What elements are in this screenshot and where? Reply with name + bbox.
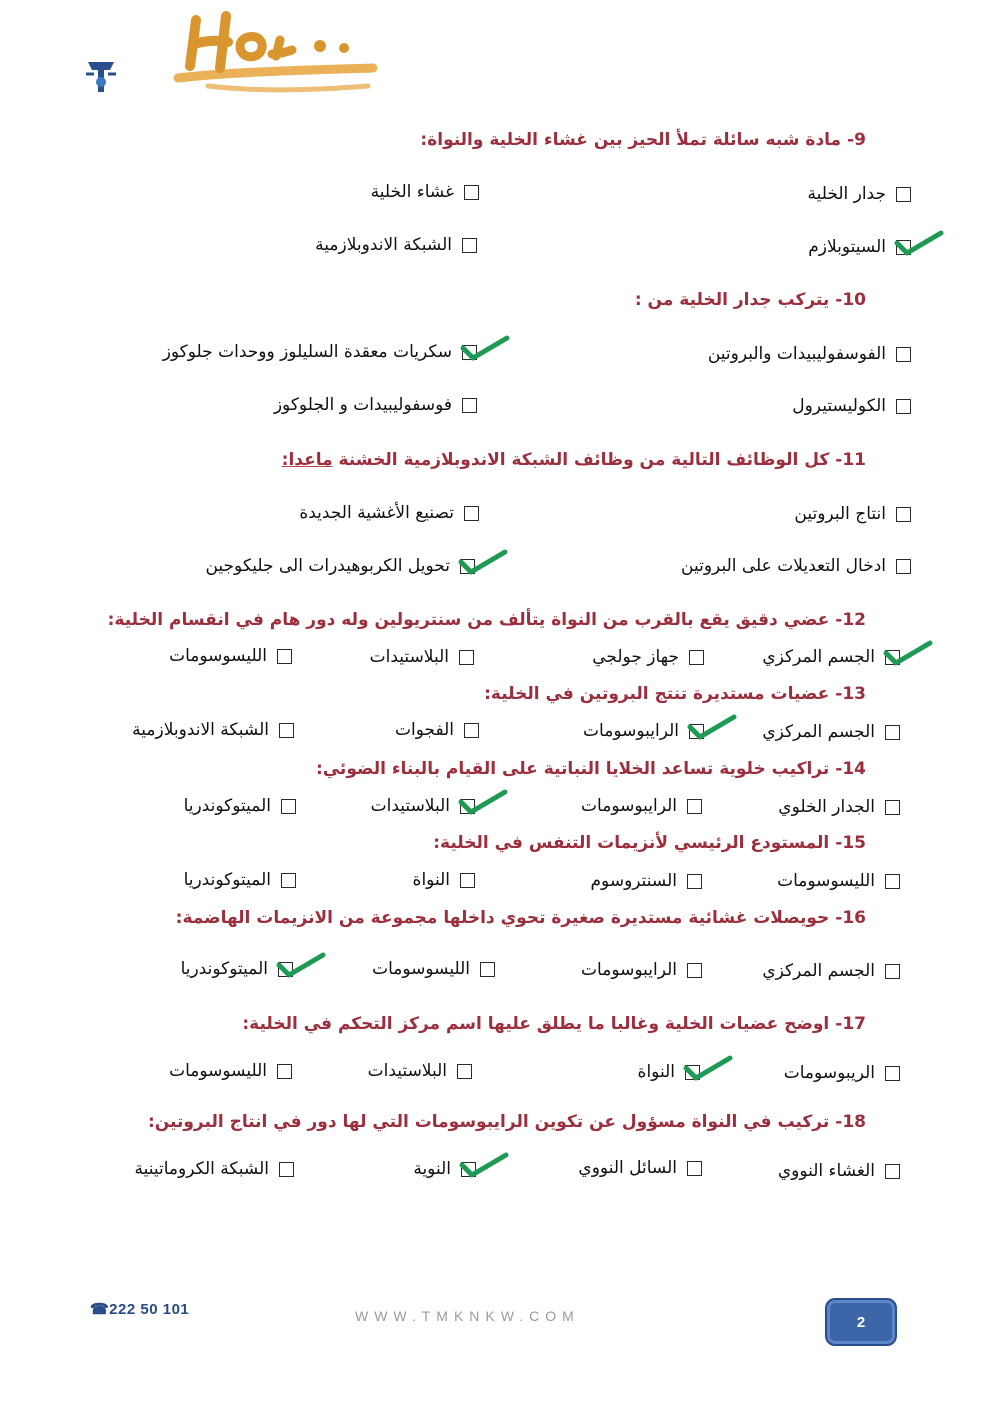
checkbox[interactable] bbox=[460, 873, 475, 888]
checkbox[interactable] bbox=[457, 1064, 472, 1079]
option[interactable]: الجدار الخلوي bbox=[778, 797, 900, 817]
option[interactable]: السائل النووي bbox=[578, 1158, 702, 1178]
checkbox[interactable] bbox=[689, 650, 704, 665]
question-16: 16-حويصلات غشائية مستديرة صغيرة تحوي داخلها مجموعة من الانزيمات الهاضمة: bbox=[175, 908, 866, 928]
checkmark-icon bbox=[457, 788, 509, 818]
option[interactable]: الليسوسومات bbox=[372, 959, 495, 979]
option[interactable]: الجسم المركزي bbox=[762, 722, 900, 742]
logo-icon bbox=[80, 52, 122, 98]
option[interactable]: البلاستيدات bbox=[368, 1061, 472, 1081]
checkbox[interactable] bbox=[896, 187, 911, 202]
checkbox[interactable] bbox=[278, 962, 293, 977]
checkbox[interactable] bbox=[885, 1164, 900, 1179]
checkbox[interactable] bbox=[885, 964, 900, 979]
option[interactable]: جدار الخلية bbox=[807, 184, 911, 204]
option[interactable]: النواة bbox=[413, 870, 475, 890]
checkbox[interactable] bbox=[279, 1162, 294, 1177]
checkmark-icon bbox=[882, 639, 934, 669]
option[interactable]: الفوسفوليبيدات والبروتين bbox=[708, 344, 911, 364]
option[interactable]: الشبكة الاندوبلازمية bbox=[315, 235, 477, 255]
checkbox[interactable] bbox=[277, 1064, 292, 1079]
option[interactable]: السنتروسوم bbox=[591, 871, 702, 891]
checkbox[interactable] bbox=[685, 1065, 700, 1080]
page-number-badge: 2 bbox=[825, 1298, 897, 1346]
checkmark-icon bbox=[686, 713, 738, 743]
checkbox[interactable] bbox=[462, 345, 477, 360]
question-11: 11-كل الوظائف التالية من وظائف الشبكة الاندوبلازمية الخشنة ماعدا: bbox=[281, 450, 866, 470]
checkbox[interactable] bbox=[885, 1066, 900, 1081]
question-13: 13-عضيات مستديرة تنتج البروتين في الخلية: bbox=[484, 684, 866, 704]
option[interactable]: الرايبوسومات bbox=[583, 721, 704, 741]
checkbox[interactable] bbox=[464, 723, 479, 738]
option[interactable]: الرايبوسومات bbox=[581, 960, 702, 980]
checkbox[interactable] bbox=[461, 1162, 476, 1177]
checkbox[interactable] bbox=[896, 507, 911, 522]
checkbox[interactable] bbox=[462, 238, 477, 253]
checkbox[interactable] bbox=[462, 398, 477, 413]
option[interactable]: جهاز جولجي bbox=[592, 647, 704, 667]
checkbox[interactable] bbox=[896, 559, 911, 574]
option[interactable]: الغشاء النووي bbox=[778, 1161, 900, 1181]
checkbox[interactable] bbox=[459, 650, 474, 665]
checkbox[interactable] bbox=[464, 506, 479, 521]
option[interactable]: البلاستيدات bbox=[371, 796, 475, 816]
option[interactable]: الفجوات bbox=[395, 720, 479, 740]
option[interactable]: ادخال التعديلات على البروتين bbox=[681, 556, 911, 576]
checkbox[interactable] bbox=[460, 559, 475, 574]
option[interactable]: الليسوسومات bbox=[169, 646, 292, 666]
option[interactable]: الجسم المركزي bbox=[762, 961, 900, 981]
handwritten-signature bbox=[168, 6, 388, 102]
option[interactable]: الكوليستيرول bbox=[792, 396, 911, 416]
option[interactable]: البلاستيدات bbox=[370, 647, 474, 667]
checkbox[interactable] bbox=[460, 799, 475, 814]
option[interactable]: الشبكة الاندوبلازمية bbox=[132, 720, 294, 740]
checkmark-icon bbox=[893, 229, 945, 259]
checkbox[interactable] bbox=[896, 347, 911, 362]
option[interactable]: النوية bbox=[413, 1159, 476, 1179]
option[interactable]: النواة bbox=[638, 1062, 700, 1082]
website-url[interactable]: WWW.TMKNKW.COM bbox=[355, 1308, 580, 1324]
checkbox[interactable] bbox=[885, 725, 900, 740]
checkmark-icon bbox=[682, 1054, 734, 1084]
checkbox[interactable] bbox=[885, 650, 900, 665]
option[interactable]: غشاء الخلية bbox=[371, 182, 479, 202]
option[interactable]: انتاج البروتين bbox=[794, 504, 911, 524]
checkbox[interactable] bbox=[480, 962, 495, 977]
option[interactable]: الميتوكوندريا bbox=[184, 796, 296, 816]
phone-number: ☎222 50 101 bbox=[90, 1301, 190, 1318]
checkbox[interactable] bbox=[277, 649, 292, 664]
checkbox[interactable] bbox=[687, 799, 702, 814]
question-14: 14-تراكيب خلوية تساعد الخلايا النباتية على القيام بالبناء الضوئي: bbox=[315, 759, 866, 779]
option[interactable]: فوسفوليبيدات و الجلوكوز bbox=[274, 395, 477, 415]
option[interactable]: الرايبوسومات bbox=[581, 796, 702, 816]
option[interactable]: الشبكة الكروماتينية bbox=[134, 1159, 294, 1179]
option[interactable]: السيتوبلازم bbox=[808, 237, 911, 257]
checkbox[interactable] bbox=[896, 399, 911, 414]
option[interactable]: الميتوكوندريا bbox=[181, 959, 293, 979]
checkbox[interactable] bbox=[281, 873, 296, 888]
option[interactable]: الليسوسومات bbox=[777, 871, 900, 891]
question-15: 15-المستودع الرئيسي لأنزيمات التنفس في الخلية: bbox=[433, 833, 866, 853]
checkmark-icon bbox=[458, 1151, 510, 1181]
checkbox[interactable] bbox=[464, 185, 479, 200]
checkmark-icon bbox=[275, 951, 327, 981]
option[interactable]: تصنيع الأغشية الجديدة bbox=[299, 503, 479, 523]
checkbox[interactable] bbox=[885, 800, 900, 815]
question-18: 18-تركيب في النواة مسؤول عن تكوين الرايبوسومات التي لها دور في انتاج البروتين: bbox=[147, 1112, 866, 1132]
option[interactable]: الميتوكوندريا bbox=[184, 870, 296, 890]
checkbox[interactable] bbox=[687, 874, 702, 889]
option[interactable]: الريبوسومات bbox=[784, 1063, 900, 1083]
checkbox[interactable] bbox=[896, 240, 911, 255]
option[interactable]: الليسوسومات bbox=[169, 1061, 292, 1081]
checkbox[interactable] bbox=[281, 799, 296, 814]
checkbox[interactable] bbox=[689, 724, 704, 739]
option[interactable]: سكريات معقدة السليلوز ووحدات جلوكوز bbox=[163, 342, 477, 362]
option[interactable]: تحويل الكربوهيدرات الى جليكوجين bbox=[205, 556, 475, 576]
checkmark-icon bbox=[459, 334, 511, 364]
checkmark-icon bbox=[457, 548, 509, 578]
checkbox[interactable] bbox=[885, 874, 900, 889]
question-10: 10-يتركب جدار الخلية من : bbox=[634, 290, 866, 310]
option[interactable]: الجسم المركزي bbox=[762, 647, 900, 667]
checkbox[interactable] bbox=[279, 723, 294, 738]
question-17: 17-اوضح عضيات الخلية وغالبا ما يطلق عليها اسم مركز التحكم في الخلية: bbox=[242, 1014, 866, 1034]
question-12: 12-عضي دقيق يقع بالقرب من النواة يتألف من سنتريولين وله دور هام في انقسام الخلية: bbox=[107, 610, 866, 630]
checkbox[interactable] bbox=[687, 963, 702, 978]
question-9: 9-مادة شبه سائلة تملأ الحيز بين غشاء الخلية والنواة: bbox=[420, 130, 866, 150]
checkbox[interactable] bbox=[687, 1161, 702, 1176]
